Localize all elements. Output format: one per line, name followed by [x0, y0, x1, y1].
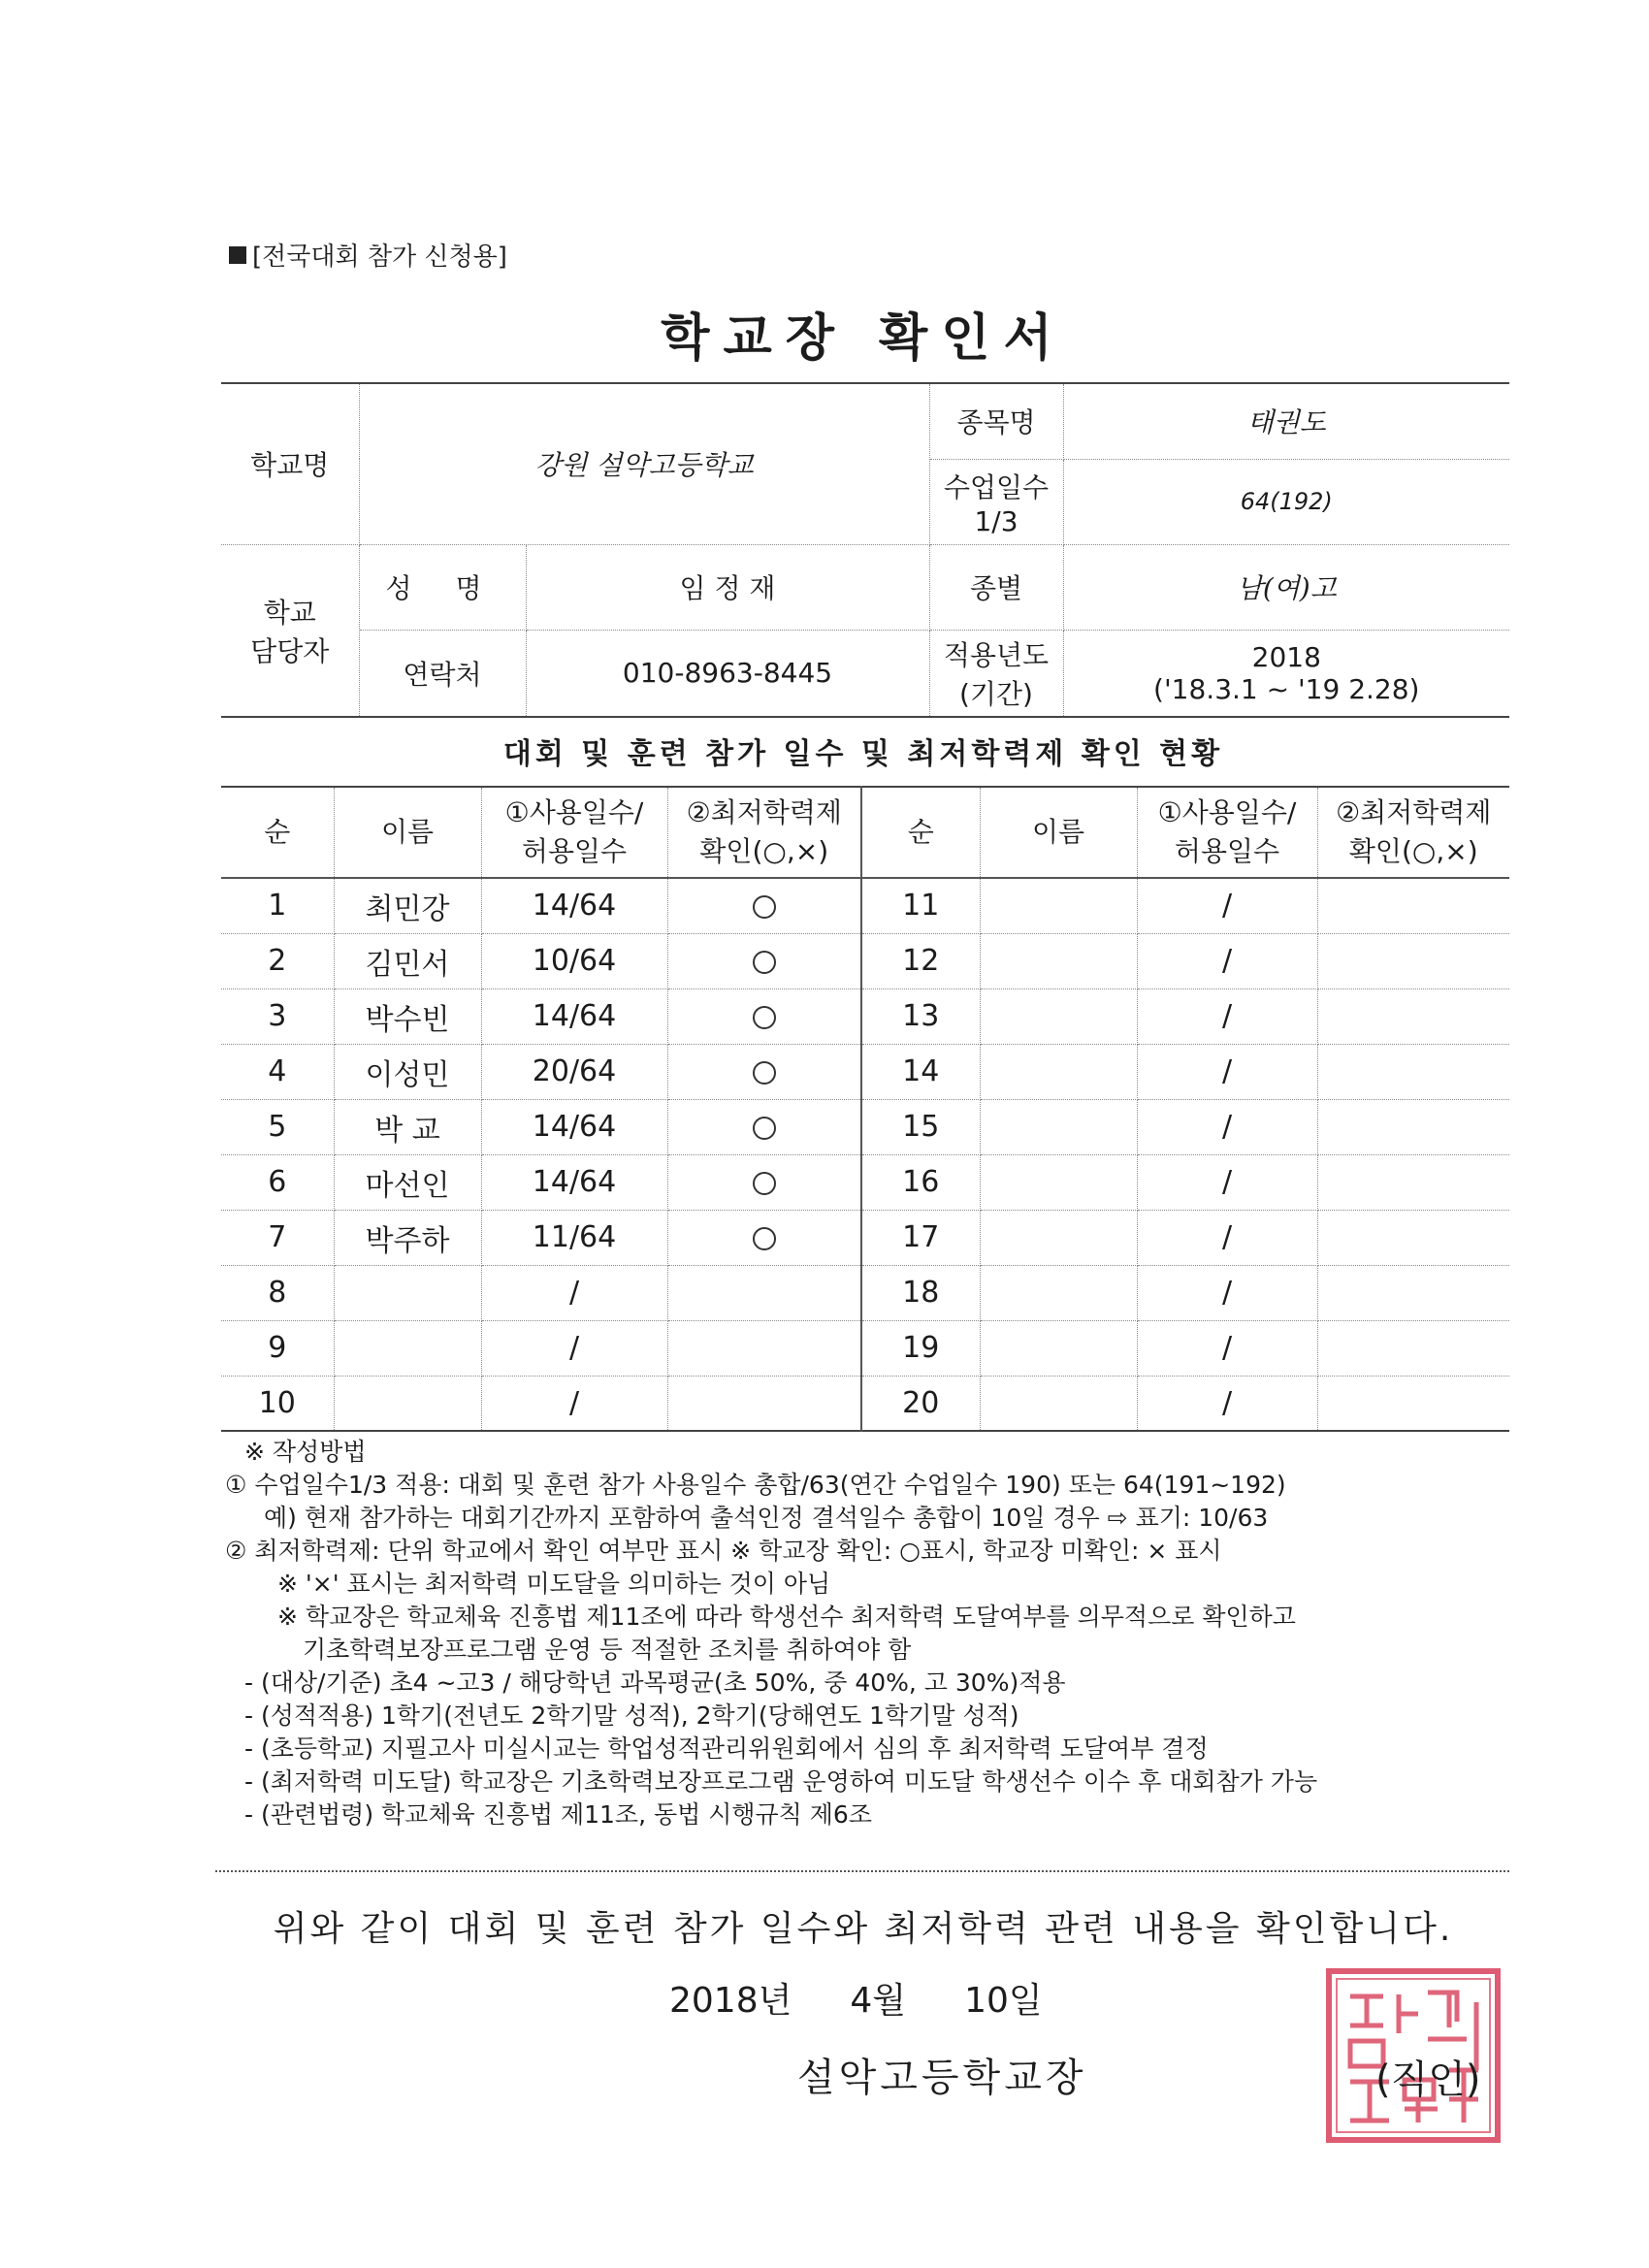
used-days-left: / — [481, 1376, 667, 1431]
used-days-left: 11/64 — [481, 1210, 667, 1265]
manager-label-line2: 담당자 — [250, 634, 330, 667]
minimum-check-left — [667, 1099, 861, 1154]
minimum-check-right — [1317, 878, 1509, 933]
used-days-right: / — [1137, 933, 1317, 988]
row-number-right: 12 — [861, 933, 980, 988]
check-circle-icon — [753, 1227, 776, 1250]
student-name-right — [980, 1099, 1137, 1154]
note-detail-3: - (초등학교) 지필고사 미실시교는 학업성적관리위원회에서 심의 후 최저학력 도달여부 결정 — [244, 1734, 1209, 1763]
note-item-1-example: 예) 현재 참가하는 대회기간까지 포함하여 출석인정 결석일수 총합이 10일 경우 ⇨ 표기: 10/63 — [264, 1504, 1269, 1532]
row-number-left: 1 — [221, 878, 334, 933]
table-row — [221, 1210, 1509, 1265]
minimum-check-right — [1317, 1044, 1509, 1099]
col-header-days-line1: ①사용일수/ — [504, 796, 644, 828]
student-name-right — [980, 1154, 1137, 1210]
used-days-right: / — [1137, 878, 1317, 933]
manager-label-line1: 학교 — [263, 596, 316, 629]
row-number-right: 13 — [861, 988, 980, 1044]
minimum-check-left — [667, 878, 861, 933]
student-name-left: 박수빈 — [334, 988, 481, 1044]
student-name-left: 최민강 — [334, 878, 481, 933]
minimum-check-right — [1317, 1210, 1509, 1265]
table-row — [221, 1320, 1509, 1376]
minimum-check-right — [1317, 1154, 1509, 1210]
issue-date — [669, 1973, 1043, 2023]
issue-month: 4월 — [850, 1981, 907, 2021]
student-name-right — [980, 988, 1137, 1044]
minimum-check-left — [667, 933, 861, 988]
applicable-year-value — [1063, 630, 1509, 717]
student-name-right — [980, 1044, 1137, 1099]
used-days-right: / — [1137, 1320, 1317, 1376]
note-item-1: ① 수업일수1/3 적용: 대회 및 훈련 참가 사용일수 총합/63(연간 수업일수 190) 또는 64(191~192) — [225, 1471, 1286, 1499]
sport-value: 태권도 — [1063, 383, 1509, 459]
student-name-left: 박주하 — [334, 1210, 481, 1265]
student-name-right — [980, 1210, 1137, 1265]
minimum-check-right — [1317, 1376, 1509, 1431]
table-row — [221, 1154, 1509, 1210]
table-row — [221, 1099, 1509, 1154]
col-header-name-2: 이름 — [980, 787, 1137, 878]
row-number-right: 18 — [861, 1265, 980, 1320]
row-number-left: 2 — [221, 933, 334, 988]
row-number-left: 6 — [221, 1154, 334, 1210]
minimum-check-left — [667, 988, 861, 1044]
student-name-right — [980, 1265, 1137, 1320]
note-detail-2: - (성적적용) 1학기(전년도 2학기말 성적), 2학기(당해연도 1학기말 성적) — [244, 1701, 1019, 1730]
form-type-label: [전국대회 참가 신청용] — [252, 243, 507, 272]
col-header-days-2 — [1137, 787, 1317, 878]
used-days-right: / — [1137, 1044, 1317, 1099]
row-number-left: 8 — [221, 1265, 334, 1320]
applicable-year-value-line1: 2018 — [1251, 640, 1321, 673]
writing-instructions — [225, 1436, 1525, 1831]
row-number-left: 3 — [221, 988, 334, 1044]
row-number-left: 5 — [221, 1099, 334, 1154]
issue-day: 10일 — [964, 1981, 1043, 2021]
minimum-check-right — [1317, 988, 1509, 1044]
row-number-left: 10 — [221, 1376, 334, 1431]
contact-label: 연락처 — [359, 630, 526, 717]
col-header-name: 이름 — [334, 787, 481, 878]
check-circle-icon — [753, 1006, 776, 1029]
applicable-year-value-line2: ('18.3.1 ~ '19 2.28) — [1153, 672, 1420, 705]
used-days-right: / — [1137, 1265, 1317, 1320]
minimum-check-left — [667, 1376, 861, 1431]
note-detail-1: - (대상/기준) 초4 ~고3 / 해당학년 과목평균(초 50%, 중 40%, 고 30%)적용 — [244, 1669, 1066, 1697]
used-days-left: 14/64 — [481, 878, 667, 933]
used-days-right: / — [1137, 1210, 1317, 1265]
minimum-check-left — [667, 1044, 861, 1099]
student-name-left: 김민서 — [334, 933, 481, 988]
col-header-days-2-line2: 허용일수 — [1174, 835, 1280, 867]
row-number-right: 20 — [861, 1376, 980, 1431]
col-header-no-2: 순 — [861, 787, 980, 878]
document-title: 학교장 확인서 — [661, 309, 1066, 368]
issue-year: 2018년 — [669, 1981, 792, 2021]
row-number-right: 15 — [861, 1099, 980, 1154]
used-days-left: 20/64 — [481, 1044, 667, 1099]
square-bullet-icon — [229, 246, 246, 264]
category-label: 종별 — [929, 544, 1063, 630]
row-number-right: 14 — [861, 1044, 980, 1099]
col-header-minimum-2 — [1317, 787, 1509, 878]
contact-value: 010-8963-8445 — [526, 630, 929, 717]
table-row — [221, 933, 1509, 988]
category-value: 남(여)고 — [1063, 544, 1509, 630]
table-header-row — [221, 787, 1509, 878]
student-name-left: 마선인 — [334, 1154, 481, 1210]
col-header-days-line2: 허용일수 — [521, 835, 628, 867]
note-detail-5: - (관련법령) 학교체육 진흥법 제11조, 동법 시행규칙 제6조 — [244, 1800, 872, 1829]
row-number-left: 7 — [221, 1210, 334, 1265]
used-days-left: 14/64 — [481, 988, 667, 1044]
note-item-2-remark-c: 기초학력보장프로그램 운영 등 적절한 조치를 취하여야 함 — [303, 1636, 912, 1664]
col-header-no: 순 — [221, 787, 334, 878]
student-name-right — [980, 878, 1137, 933]
minimum-check-right — [1317, 1265, 1509, 1320]
used-days-left: / — [481, 1320, 667, 1376]
row-number-right: 19 — [861, 1320, 980, 1376]
minimum-check-left — [667, 1320, 861, 1376]
table-row — [221, 1265, 1509, 1320]
table-row — [221, 878, 1509, 933]
note-detail-4: - (최저학력 미도달) 학교장은 기초학력보장프로그램 운영하여 미도달 학생선수 이수 후 대회참가 가능 — [244, 1767, 1318, 1796]
applicable-year-label-line2: (기간) — [959, 677, 1033, 710]
class-days-label-line2: 1/3 — [974, 504, 1018, 537]
col-header-minimum-2-line2: 확인(○,×) — [1348, 835, 1478, 867]
seal-label: (직인) — [1375, 2057, 1481, 2102]
col-header-minimum — [667, 787, 861, 878]
used-days-right: / — [1137, 1099, 1317, 1154]
applicable-year-label-line1: 적용년도 — [943, 638, 1050, 671]
student-name-right — [980, 1320, 1137, 1376]
check-circle-icon — [753, 1061, 776, 1085]
manager-name-label: 성 명 — [359, 544, 526, 630]
divider-line — [215, 1870, 1509, 1872]
minimum-check-left — [667, 1154, 861, 1210]
used-days-right: / — [1137, 1154, 1317, 1210]
row-number-right: 17 — [861, 1210, 980, 1265]
col-header-days-2-line1: ①사용일수/ — [1157, 796, 1297, 828]
check-circle-icon — [753, 895, 776, 919]
confirmation-statement: 위와 같이 대회 및 훈련 참가 일수와 최저학력 관련 내용을 확인합니다. — [273, 1909, 1454, 1949]
student-name-left — [334, 1265, 481, 1320]
row-number-right: 16 — [861, 1154, 980, 1210]
minimum-check-left — [667, 1265, 861, 1320]
class-days-label-line1: 수업일수 — [943, 470, 1050, 503]
row-number-right: 11 — [861, 878, 980, 933]
table-row — [221, 988, 1509, 1044]
school-info-table — [221, 382, 1509, 718]
note-item-2-remark-a: ※ '×' 표시는 최저학력 미도달을 의미하는 것이 아님 — [277, 1570, 831, 1598]
signer-title: 설악고등학교장 — [797, 2056, 1087, 2100]
check-circle-icon — [753, 1172, 776, 1195]
used-days-left: / — [481, 1265, 667, 1320]
check-circle-icon — [753, 951, 776, 974]
check-circle-icon — [753, 1117, 776, 1140]
class-days-label — [929, 459, 1063, 544]
minimum-check-right — [1317, 933, 1509, 988]
manager-name-value: 임 정 재 — [526, 544, 929, 630]
student-name-right — [980, 933, 1137, 988]
col-header-minimum-line2: 확인(○,×) — [699, 835, 829, 867]
student-name-left: 이성민 — [334, 1044, 481, 1099]
row-number-left: 4 — [221, 1044, 334, 1099]
used-days-left: 14/64 — [481, 1099, 667, 1154]
col-header-minimum-2-line1: ②최저학력제 — [1336, 796, 1492, 828]
student-name-left — [334, 1320, 481, 1376]
sport-label: 종목명 — [929, 383, 1063, 459]
row-number-left: 9 — [221, 1320, 334, 1376]
manager-label — [221, 544, 359, 717]
table-row — [221, 1044, 1509, 1099]
col-header-minimum-line1: ②최저학력제 — [686, 796, 842, 828]
attendance-table-body — [221, 878, 1509, 1431]
school-name-value: 강원 설악고등학교 — [359, 383, 929, 544]
applicable-year-label — [929, 630, 1063, 717]
section-title: 대회 및 훈련 참가 일수 및 최저학력제 확인 현황 — [502, 737, 1224, 771]
student-name-right — [980, 1376, 1137, 1431]
form-type-tag — [229, 237, 507, 273]
student-name-left: 박 교 — [334, 1099, 481, 1154]
table-row — [221, 1376, 1509, 1431]
notes-heading: ※ 작성방법 — [244, 1438, 367, 1466]
used-days-left: 14/64 — [481, 1154, 667, 1210]
minimum-check-right — [1317, 1099, 1509, 1154]
minimum-check-right — [1317, 1320, 1509, 1376]
used-days-left: 10/64 — [481, 933, 667, 988]
note-item-2-remark-b: ※ 학교장은 학교체육 진흥법 제11조에 따라 학생선수 최저학력 도달여부를 의무적으로 확인하고 — [277, 1603, 1296, 1631]
attendance-table — [221, 786, 1509, 1432]
class-days-value: 64(192) — [1063, 459, 1509, 544]
school-name-label: 학교명 — [221, 383, 359, 544]
used-days-right: / — [1137, 988, 1317, 1044]
note-item-2: ② 최저학력제: 단위 학교에서 확인 여부만 표시 ※ 학교장 확인: ○표시, 학교장 미확인: × 표시 — [225, 1537, 1222, 1565]
col-header-days — [481, 787, 667, 878]
student-name-left — [334, 1376, 481, 1431]
used-days-right: / — [1137, 1376, 1317, 1431]
minimum-check-left — [667, 1210, 861, 1265]
